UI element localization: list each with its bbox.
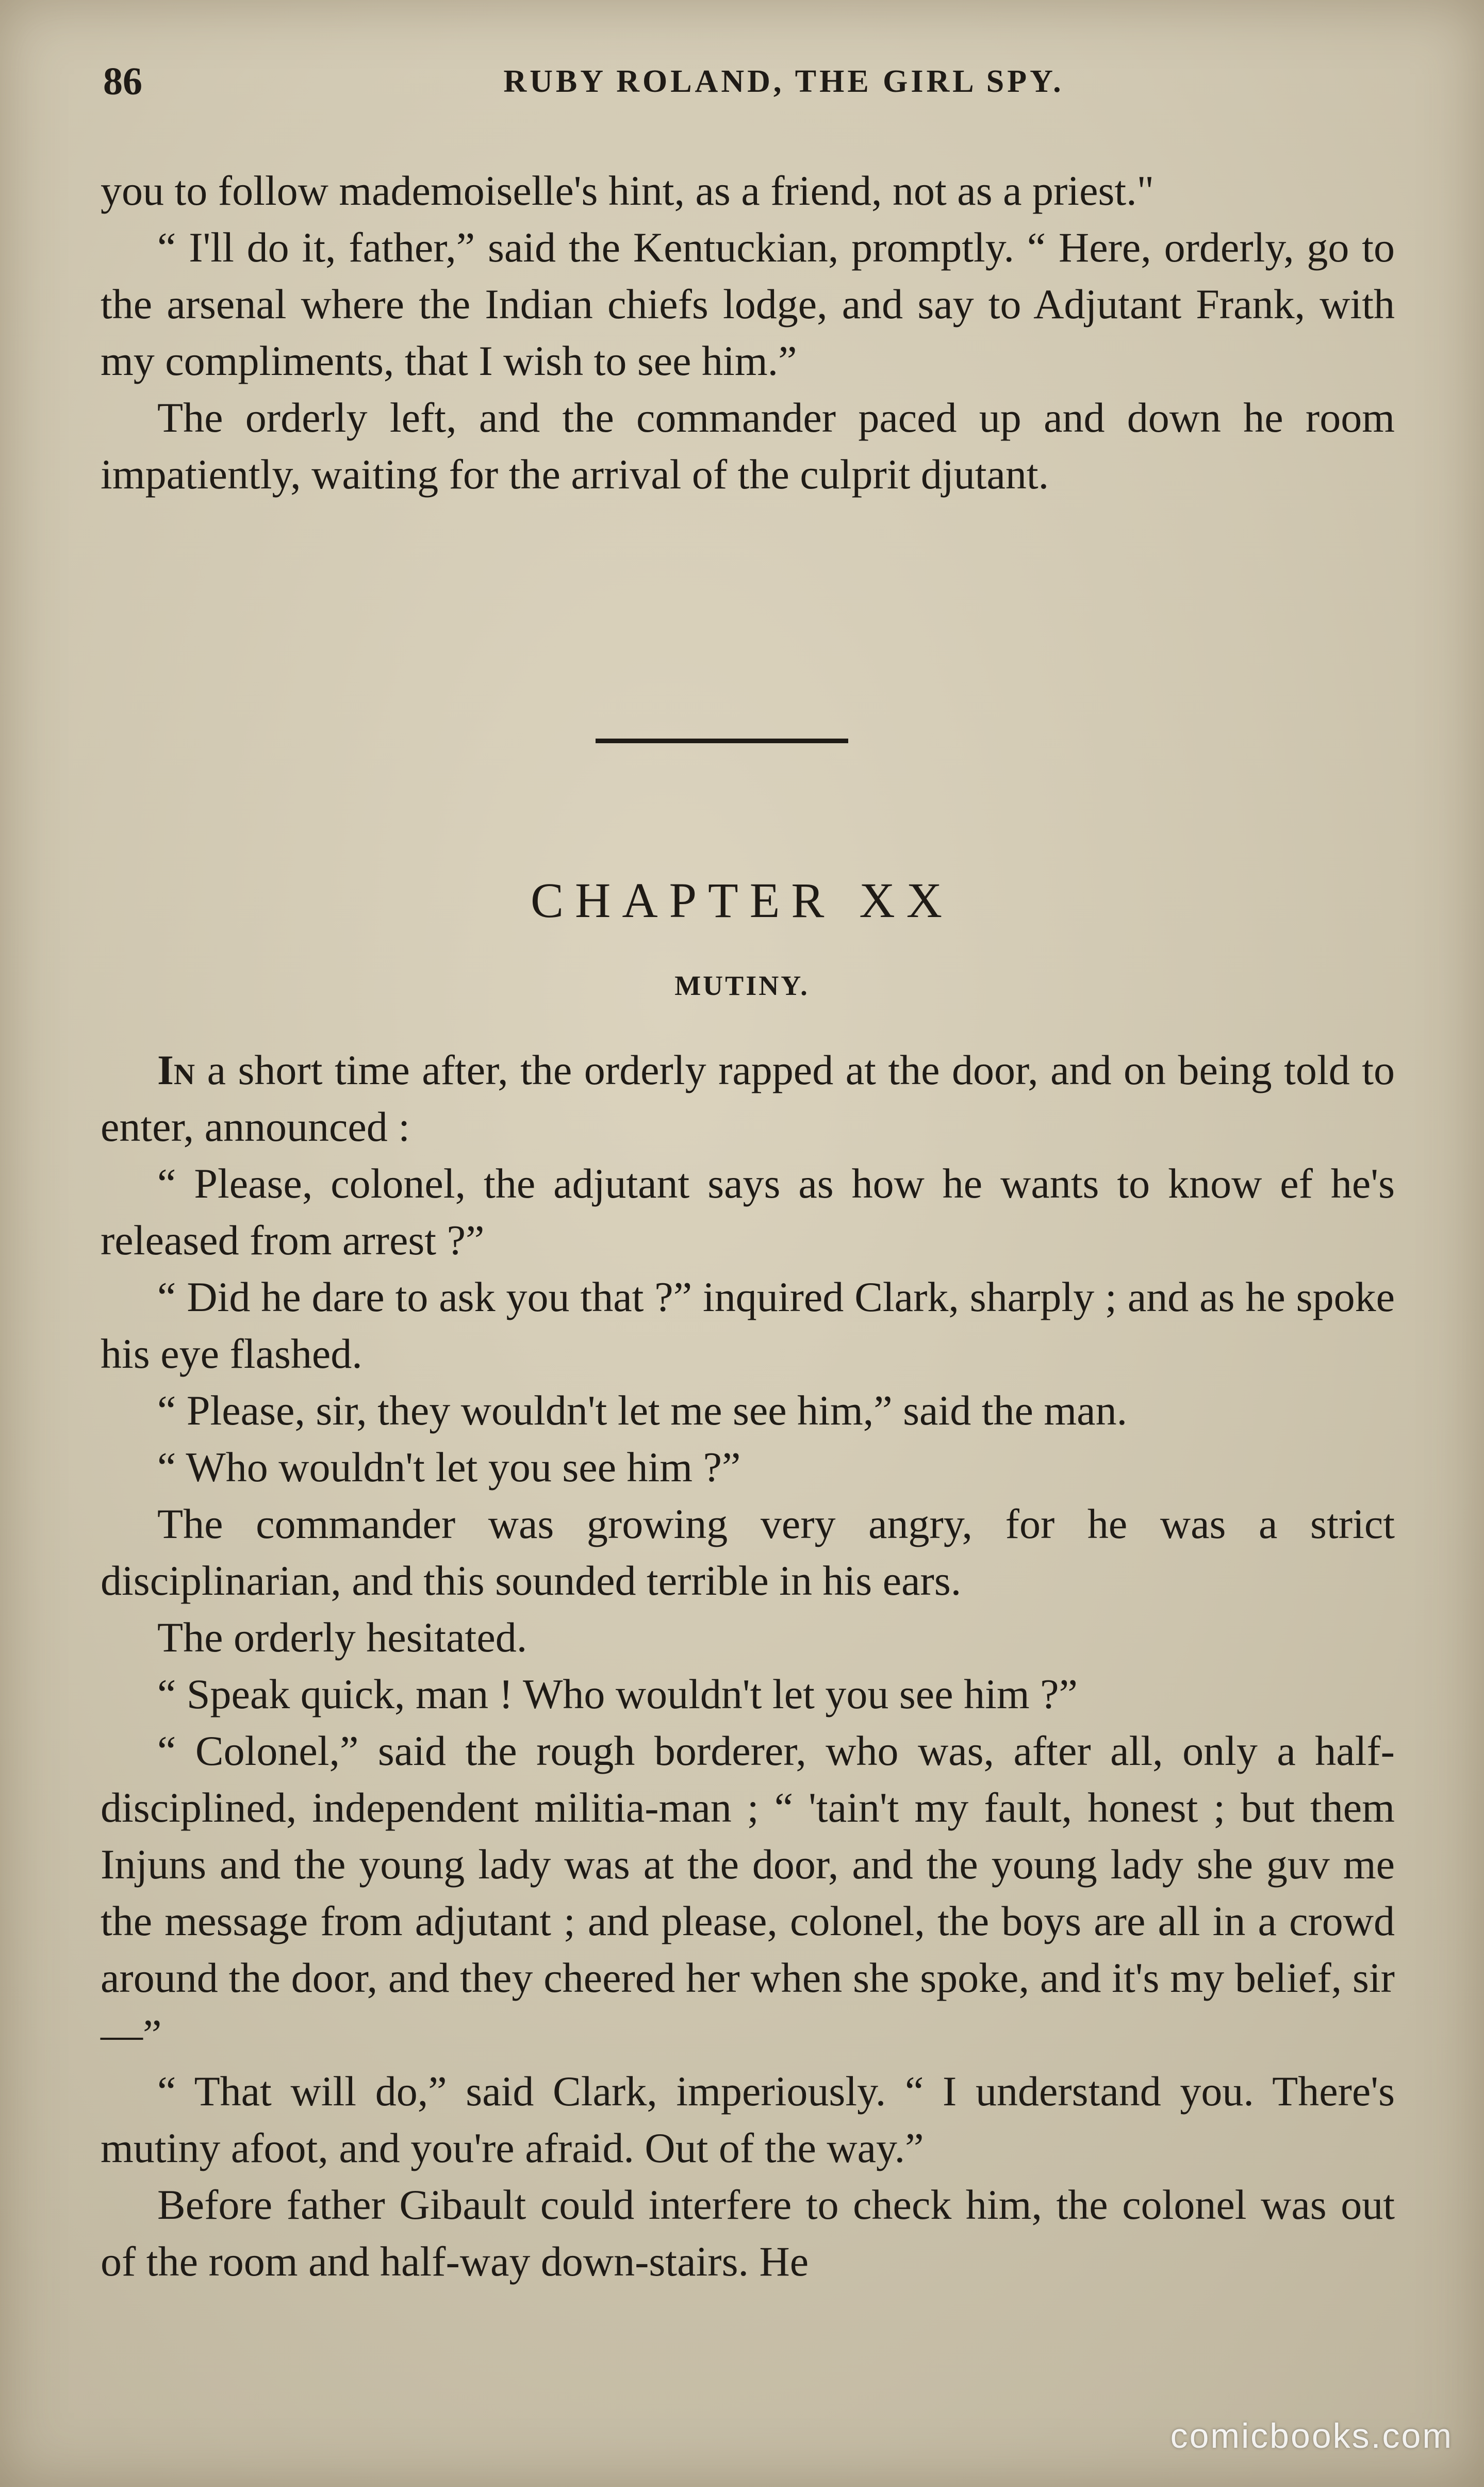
paragraph: The orderly hesitated.	[157, 1614, 527, 1661]
paragraph: “ Colonel,” said the rough borderer, who was, after all, only a half-disciplined, independent militia-man ; “ 'tain't my fault, honest ; but them Injuns and the young lady was at the door, and the young lady she guv me the message from adjutant ; and please, colonel, the boys are all in a crowd around the door, and they cheered her when she spoke, and it's my belief, sir—”	[101, 1727, 1395, 2058]
paragraph: “ Speak quick, man ! Who wouldn't let you see him ?”	[157, 1671, 1078, 1717]
paragraph: “ Who wouldn't let you see him ?”	[157, 1444, 741, 1491]
text-block-chapter-body	[101, 1042, 1395, 2290]
running-head	[103, 59, 1403, 116]
section-divider-rule	[596, 739, 848, 743]
paragraph: “ I'll do it, father,” said the Kentuckian, promptly. “ Here, orderly, go to the arsenal where the Indian chiefs lodge, and say to Adjutant Frank, with my compliments, that I wish to see him.”	[101, 224, 1395, 384]
paragraph: “ Please, sir, they wouldn't let me see him,” said the man.	[157, 1387, 1128, 1434]
paragraph: Before father Gibault could interfere to check him, the colonel was out of the room and half-way down-stairs. He	[101, 2181, 1395, 2285]
chapter-subtitle: MUTINY.	[674, 970, 810, 1001]
site-watermark: comicbooks.com	[1170, 2416, 1453, 2456]
drop-lead-word: In	[157, 1046, 195, 1093]
book-title: RUBY ROLAND, THE GIRL SPY.	[503, 64, 1064, 99]
paragraph: “ Please, colonel, the adjutant says as how he wants to know ef he's released from arrest ?”	[101, 1160, 1395, 1264]
paragraph: you to follow mademoiselle's hint, as a friend, not as a priest."	[101, 167, 1155, 214]
chapter-title: CHAPTER XX	[530, 873, 954, 928]
paragraph	[101, 1042, 1395, 1155]
text-block-before-chapter	[101, 162, 1395, 503]
paragraph: The commander was growing very angry, for he was a strict disciplinarian, and this sounded terrible in his ears.	[101, 1500, 1395, 1604]
paragraph-text: a short time after, the orderly rapped at the door, and on being told to enter, announced :	[101, 1046, 1395, 1150]
paragraph: “ Did he dare to ask you that ?” inquired Clark, sharply ; and as he spoke his eye flashed.	[101, 1273, 1395, 1377]
paragraph: The orderly left, and the commander paced up and down he room impatiently, waiting for the arrival of the culprit djutant.	[101, 394, 1395, 498]
page-number: 86	[103, 60, 142, 103]
paragraph: “ That will do,” said Clark, imperiously. “ I understand you. There's mutiny afoot, and you're afraid. Out of the way.”	[101, 2068, 1395, 2171]
